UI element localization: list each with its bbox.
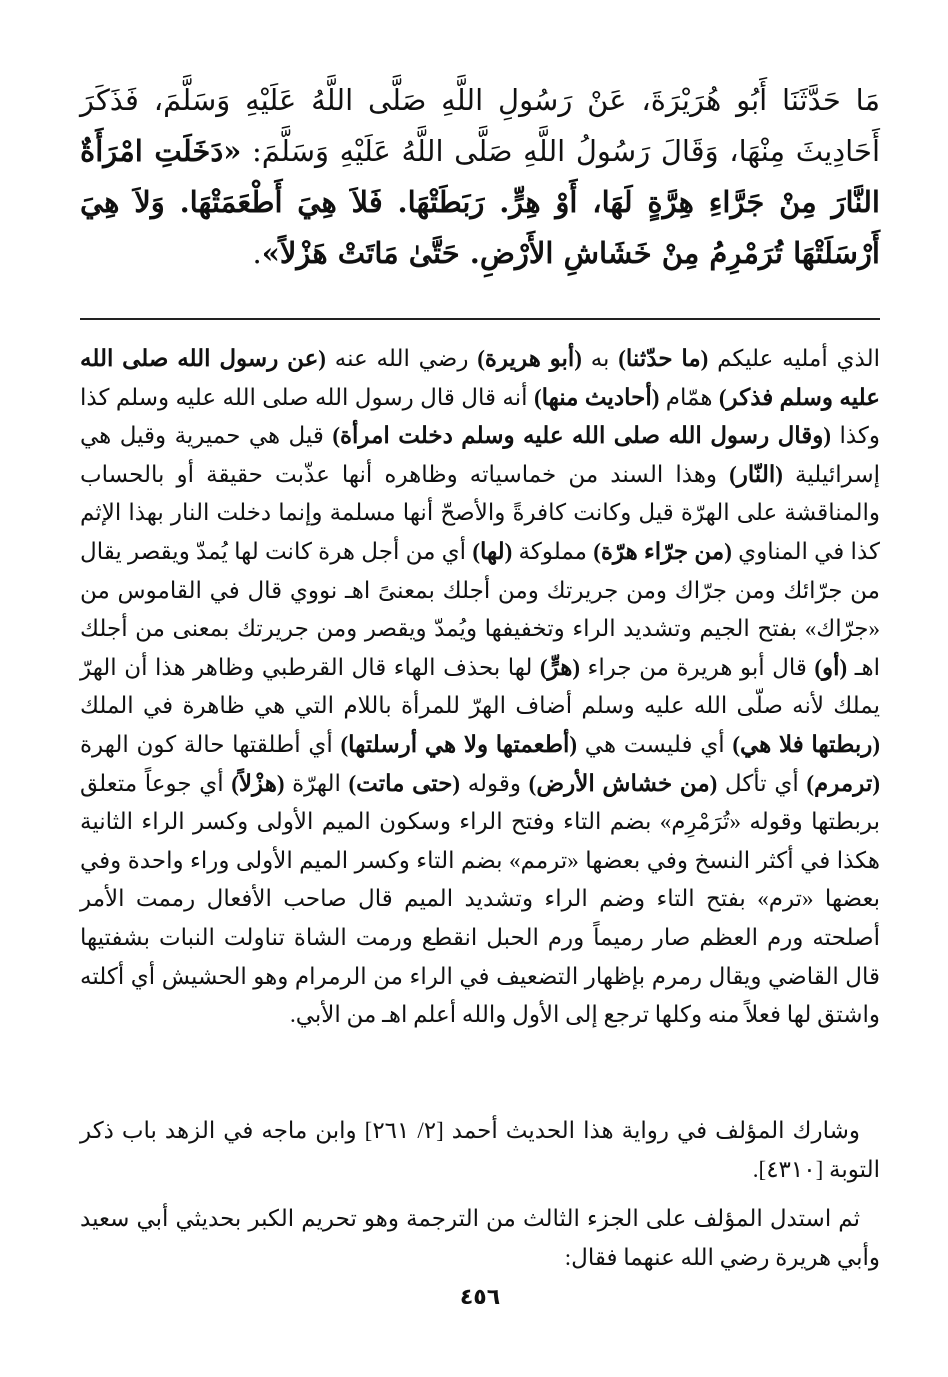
commentary-quoted-phrase: (أحاديث منها) [533, 384, 660, 410]
hadith-text [80, 75, 880, 279]
commentary-run: به [581, 346, 619, 371]
commentary-quoted-phrase: (أو) [814, 654, 848, 680]
takhrij-text: وشارك المؤلف في رواية هذا الحديث أحمد [٢/ ٢٦١] وابن ماجه في الزهد باب ذكر التوبة [٤٣١٠]. [80, 1118, 880, 1182]
commentary-quoted-phrase: (ما حدّثنا) [618, 346, 709, 371]
footnote-separator [80, 318, 880, 320]
commentary-run: الذي أمليه عليكم [708, 346, 880, 371]
commentary-text [80, 340, 880, 1035]
commentary-quoted-phrase: (ربطتها فلا هي) [732, 731, 881, 757]
commentary-quoted-phrase: (لها) [472, 538, 513, 564]
commentary-run: مملوكة [512, 538, 594, 564]
page [80, 75, 880, 1365]
commentary-run: قال أبو هريرة من جراء [580, 654, 815, 680]
commentary-run: أي فليست هي [577, 731, 733, 757]
commentary-run: همّام [659, 384, 719, 410]
commentary-quoted-phrase: (وقال رسول الله صلى الله عليه وسلم دخلت امرأة) [332, 423, 832, 449]
istidlal-text: ثم استدل المؤلف على الجزء الثالث من الترجمة وهو تحريم الكبر بحديثي أبي سعيد وأبي هريرة رضي الله عنهما فقال: [80, 1206, 880, 1270]
commentary-quoted-phrase: (النّار) [729, 461, 783, 487]
hadith-matn: «دَخَلَتِ امْرَأَةٌ النَّارَ مِنْ جَرَّاءِ هِرَّةٍ لَهَا، أَوْ هِرٍّ. رَبَطَتْهَا. فَلاَ هِيَ أَطْعَمَتْهَا. وَلاَ هِيَ أَرْسَلَتْهَا تُرَمْرِمُ مِنْ خَشَاشِ الأَرْضِ. حَتَّىٰ مَاتَتْ هَزْلاً» [80, 134, 880, 270]
commentary-quoted-phrase: (أبو هريرة) [477, 346, 582, 371]
commentary-run: أي أطلقتها حالة كون الهرة [80, 731, 341, 757]
commentary-run: وهذا السند من خماسياته وظاهره أنها عذّبت حقيقة أو بالحساب والمناقشة على الهرّة قيل وكانت كافرةً والأصحّ أنها مسلمة وإنما دخلت النار بهذا الإثم كذا في المناوي [80, 461, 880, 564]
commentary-quoted-phrase: (هرٍّ) [539, 654, 581, 680]
page-number: ٤٥٦ [459, 1285, 501, 1310]
commentary-quoted-phrase: (ترمرم) [806, 770, 881, 796]
takhrij-paragraph [80, 1112, 880, 1189]
commentary-run: لها بحذف الهاء قال القرطبي وظاهر هذا أن الهرّ يملك لأنه صلّى الله عليه وسلم أضاف الهرّ للمرأة باللام التي هي ظاهرة في الملك [80, 654, 880, 719]
commentary-run: وقوله [460, 770, 529, 796]
commentary-run: الهرّة [284, 770, 349, 796]
commentary-run: رضي الله عنه [325, 346, 478, 371]
hadith-chain: مَا حَدَّثَنَا أَبُو هُرَيْرَةَ، عَنْ رَسُولِ اللَّهِ صَلَّى اللَّهُ عَلَيْهِ وَسَلَّمَ، فَذَكَرَ أَحَادِيثَ مِنْهَا، وَقَالَ رَسُولُ اللَّهِ صَلَّى اللَّهُ عَلَيْهِ وَسَلَّمَ: [80, 83, 880, 168]
commentary-run: قيل هي حميرية وقيل هي إسرائيلية [80, 423, 880, 487]
hadith-end: . [252, 236, 262, 270]
commentary-run: أي من أجل هرة كانت لها يُمدّ ويقصر يقال من جرّائك ومن جرّاك ومن جريرتك ومن أجلك بمعنىً اهـ نووي قال في القاموس من «جرّاك» بفتح الجيم وتشديد الراء وتخفيفها ويُمدّ ويقصر ومن جريرتك بمعنى من أجلك اهـ [80, 538, 880, 680]
commentary-quoted-phrase: (حتى ماتت) [348, 770, 461, 796]
commentary-quoted-phrase: (أطعمتها ولا هي أرسلتها) [340, 731, 578, 757]
commentary-run: أنه قال قال رسول الله صلى الله عليه وسلم كذا وكذا [80, 384, 880, 449]
commentary-run: أي تأكل [717, 770, 807, 796]
commentary-quoted-phrase: (هزْلاً) [231, 770, 285, 796]
commentary-quoted-phrase: (عن رسول الله صلى الله عليه وسلم فذكر) [80, 346, 880, 410]
commentary-quoted-phrase: (من خشاش الأرض) [528, 770, 718, 796]
commentary-quoted-phrase: (من جرّاء هرّة) [593, 538, 732, 564]
istidlal-paragraph [80, 1200, 880, 1277]
commentary-run: أي جوعاً متعلق بربطتها وقوله «تُرَمْرِم» بضم التاء وفتح الراء وسكون الميم الأولى وكسر الراء الثانية هكذا في أكثر النسخ وفي بعضها «ترمم» بضم التاء وكسر الميم الأولى وراء واحدة وفي بعضها «ترم» بفتح التاء وضم الراء وتشديد الميم قال صاحب الأفعال رممت الأمر أصلحته ورم العظم صار رميماً ورم الحبل انقطع ورمت الشاة تناولت النبات بشفتيها قال القاضي ويقال رمرم بإظهار التضعيف في الراء من الرمرام وهو الحشيش أي أكلته واشتق لها فعلاً منه وكلها ترجع إلى الأول والله أعلم اهـ من الأبي. [80, 770, 880, 1028]
